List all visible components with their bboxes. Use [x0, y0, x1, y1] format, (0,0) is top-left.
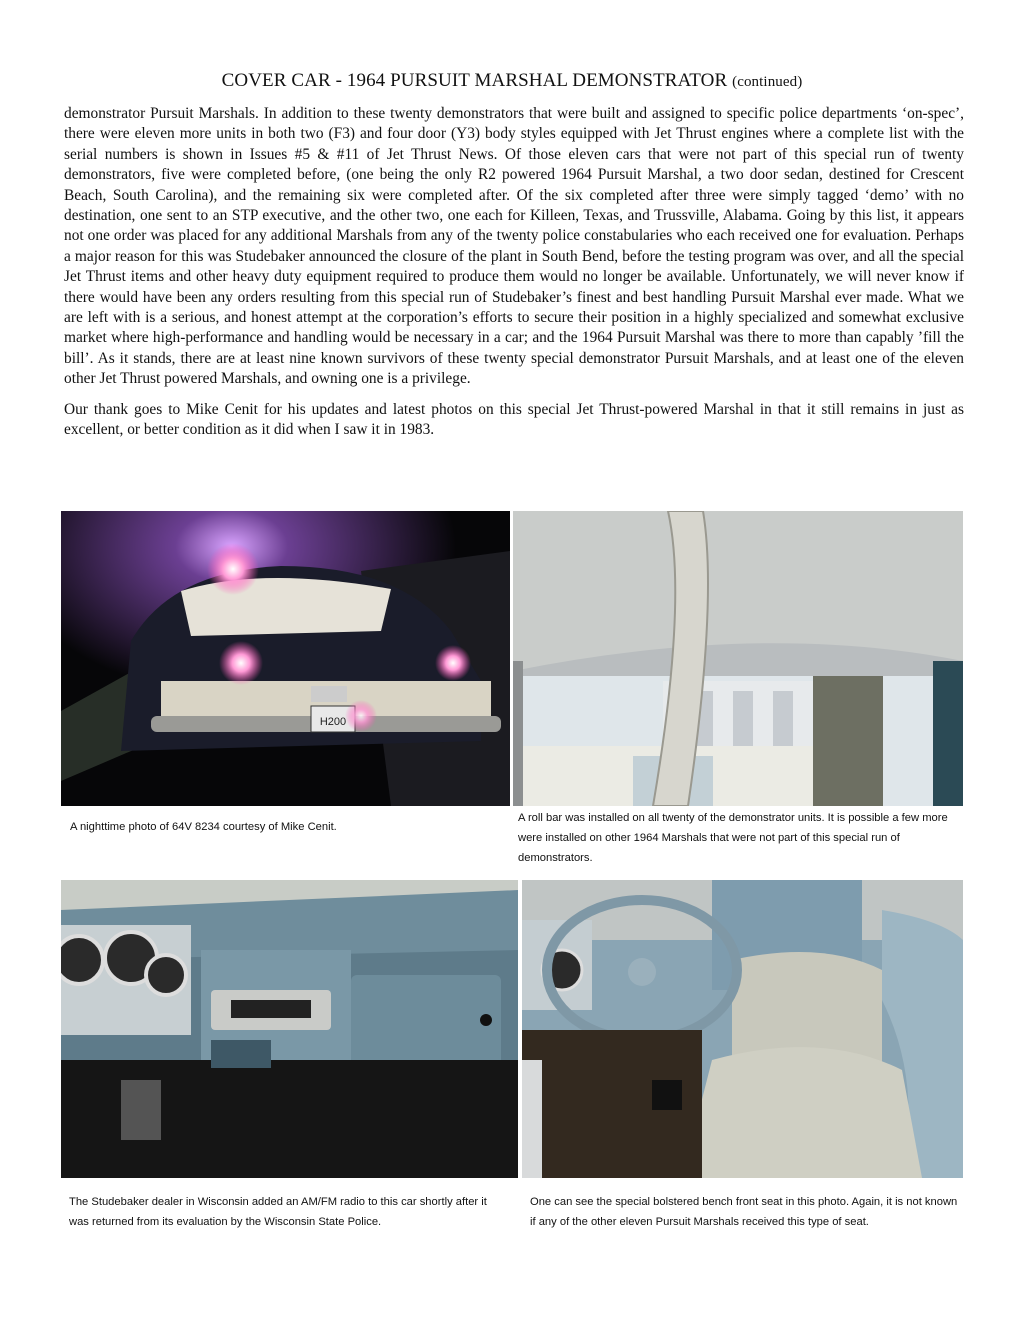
title-continued: (continued) — [732, 74, 803, 90]
license-plate-text: H200 — [319, 716, 347, 728]
bench-seat-photo — [522, 880, 963, 1178]
night-photo-caption: A nighttime photo of 64V 8234 courtesy of Mike Cenit. — [70, 821, 337, 833]
roll-bar-caption: A roll bar was installed on all twenty of the demonstrator units. It is possible a few more were installed on other 1964 Marshals that were not part of this special run of demonstrators. — [518, 812, 948, 864]
page-title — [0, 70, 1024, 92]
dashboard-caption: The Studebaker dealer in Wisconsin added an AM/FM radio to this car shortly after it was returned from its evaluation by the Wisconsin State Police. — [69, 1196, 487, 1228]
dashboard-photo — [61, 880, 518, 1178]
night-car-photo — [61, 511, 510, 806]
article-body — [64, 104, 964, 451]
article-paragraph-2: Our thank goes to Mike Cenit for his updates and latest photos on this special Jet Thrust-powered Marshal in that it still remains in just as excellent, or better condition as it did when I saw it in 1983. — [64, 400, 964, 439]
title-text: COVER CAR - 1964 PURSUIT MARSHAL DEMONSTRATOR — [221, 70, 728, 91]
article-paragraph-1: demonstrator Pursuit Marshals. In addition to these twenty demonstrators that were built and assigned to specific police departments ‘on-spec’, there were eleven more units in both two (F3) and four door (Y3) body styles equipped with Jet Thrust engines where a complete list with the serial numbers is shown in Issues #5 & #11 of Jet Thrust News. Of those eleven cars that were not part of this special run of twenty demonstrators, five were completed before, (one being the only R2 powered 1964 Pursuit Marshal, a two door sedan, destined for Crescent Beach, South Carolina), and the remaining six were completed after. Of the six completed after three were simply tagged ‘demo’ with no destination, one sent to an STP executive, and the other two, one each for Killeen, Texas, and Trussville, Alabama. Going by this list, it appears not one order was placed for any additional Marshals from any of the twenty police constabularies who each received one for evaluation. Perhaps a major reason for this was Studebaker announced the closure of the plant in South Bend, before the testing program was over, and all the special Jet Thrust items and other heavy duty equipment required to produce them would no longer be available. Unfortunately, we will never know if there would have been any orders resulting from this special run of Studebaker’s finest and best handling Pursuit Marshal ever made. What we are left with is a serious, and honest attempt at the corporation’s efforts to secure their position in a highly specialized and somewhat exclusive market where high-performance and handling would be necessary in a car; and the 1964 Pursuit Marshal was there to more than capably ’fill the bill’. As it stands, there are at least nine known survivors of these twenty special demonstrator Pursuit Marshals, and at least one of the eleven other Jet Thrust powered Marshals, and owning one is a privilege. — [64, 105, 964, 388]
bench-seat-caption: One can see the special bolstered bench front seat in this photo. Again, it is not known if any of the other eleven Pursuit Marshals received this type of seat. — [530, 1196, 958, 1228]
roll-bar-photo — [513, 511, 963, 806]
